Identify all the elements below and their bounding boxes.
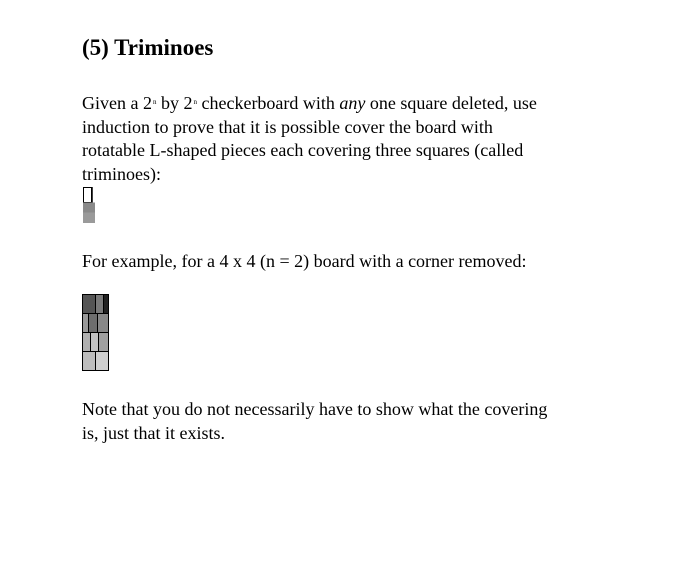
board-tile-bottom-left [83,352,96,371]
board-tile-top-middle [96,295,104,314]
statement-text-checkerboard: checkerboard with [196,93,340,113]
problem-statement [82,92,642,186]
board-tile-row2-right [98,314,109,333]
board-tile-row2-middle [89,314,98,333]
tromino-square-middle [83,203,95,213]
statement-line-1 [82,92,642,116]
board-tile-row2-left [83,314,89,333]
tromino-square-bottom [83,213,95,224]
board-tile-top-right [104,295,109,314]
statement-text-deleted: one square deleted, use [365,93,537,113]
board-tile-top-left [83,295,96,314]
board-tile-row3-right [99,333,109,352]
board-tile-row3-left [83,333,91,352]
tromino-square-top [84,188,92,203]
tromino-figure [82,186,96,224]
example-sentence: For example, for a 4 x 4 (n = 2) board with a corner removed: [82,251,527,271]
statement-text-by: by 2 [156,93,193,113]
statement-line-3: rotatable L-shaped pieces each covering three squares (called [82,140,524,160]
closing-note [82,398,642,445]
emphasis-any: any [339,93,366,113]
statement-line-2: induction to prove that it is possible cover the board with [82,116,493,137]
exponent-n-first: n [152,98,157,106]
page-title: (5) Triminoes [82,35,214,60]
note-line-1: Note that you do not necessarily have to show what the covering [82,399,548,419]
statement-text-given: Given a 2 [82,93,152,113]
exponent-n-second: n [193,98,197,106]
board-4x4-figure [82,294,110,372]
board-tile-row3-middle [91,333,99,352]
note-line-2: is, just that it exists. [82,422,226,443]
statement-line-4: triminoes): [82,163,161,184]
board-tile-bottom-right [96,352,109,371]
